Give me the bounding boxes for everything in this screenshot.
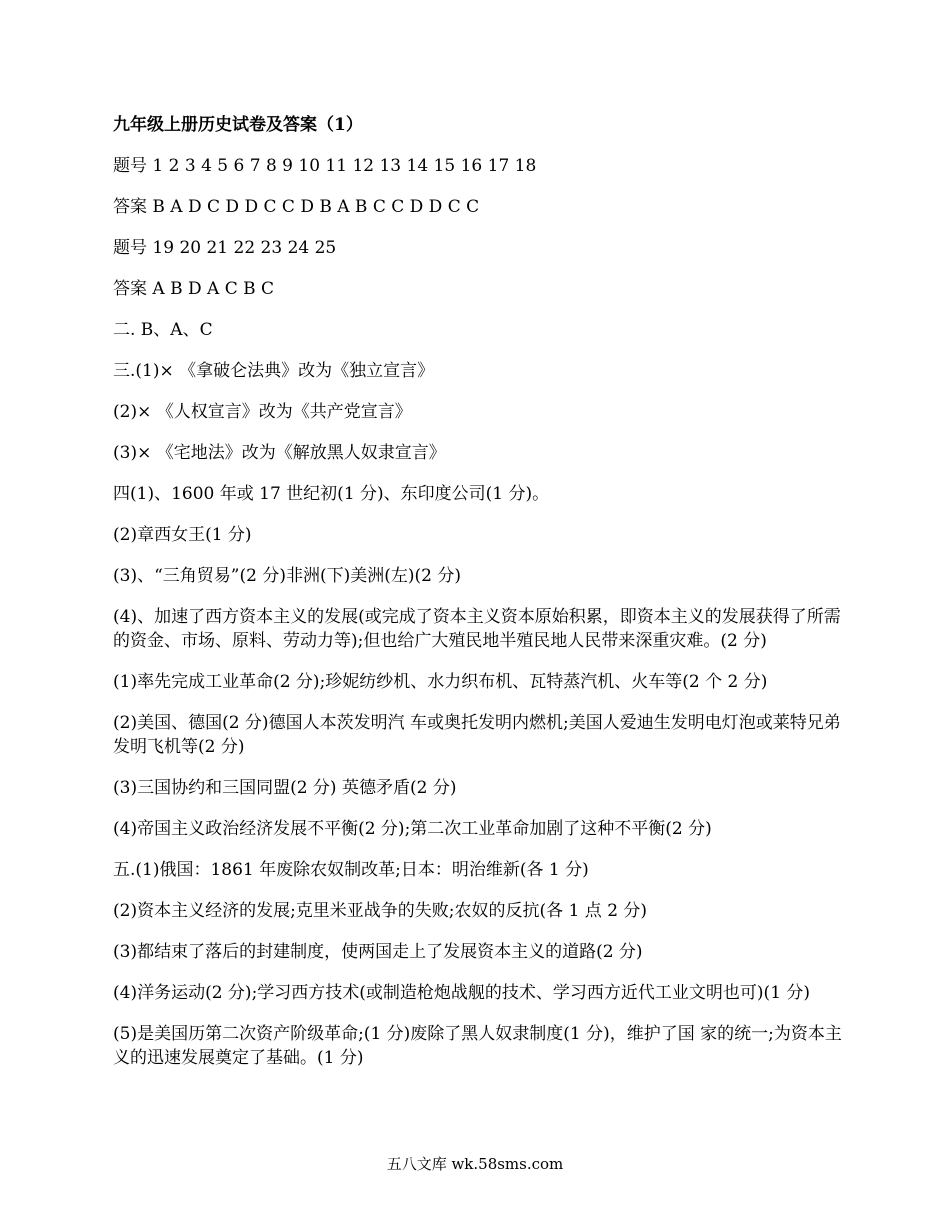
answer-line: 题号 1 2 3 4 5 6 7 8 9 10 11 12 13 14 15 16 17 18 xyxy=(113,156,537,176)
answer-line: (2)章西女王(1 分) xyxy=(113,525,252,545)
answer-line: (2)资本主义经济的发展;克里米亚战争的失败;农奴的反抗(各 1 点 2 分) xyxy=(113,901,648,921)
answer-line: (4)洋务运动(2 分);学习西方技术(或制造枪炮战舰的技术、学习西方近代工业文明也可)(1 分) xyxy=(113,983,811,1003)
answer-line: (3)× 《宅地法》改为《解放黑人奴隶宣言》 xyxy=(113,443,446,463)
answer-line: 三.(1)× 《拿破仑法典》改为《独立宣言》 xyxy=(113,361,435,381)
answer-line: (5)是美国历第二次资产阶级革命;(1 分)废除了黑人奴隶制度(1 分)，维护了国 家的统一;为资本主义的迅速发展奠定了基础。(1 分) xyxy=(113,1024,842,1068)
answer-line: (3)都结束了落后的封建制度，使两国走上了发展资本主义的道路(2 分) xyxy=(113,942,643,962)
answer-line: 二. B、A、C xyxy=(113,320,213,340)
answer-line: 四(1)、1600 年或 17 世纪初(1 分)、东印度公司(1 分)。 xyxy=(113,484,550,504)
answer-line: (1)率先完成工业革命(2 分);珍妮纺纱机、水力织布机、瓦特蒸汽机、火车等(2 个 2 分) xyxy=(113,672,768,692)
document-body xyxy=(113,113,843,1087)
document-title: 九年级上册历史试卷及答案（1） xyxy=(113,115,363,135)
answer-line: (4)、加速了西方资本主义的发展(或完成了资本主义资本原始积累，即资本主义的发展获得了所需的资金、市场、原料、劳动力等);但也给广大殖民地半殖民地人民带来深重灾难。(2 分) xyxy=(113,607,841,651)
answer-line: 五.(1)俄国：1861 年废除农奴制改革;日本：明治维新(各 1 分) xyxy=(113,860,589,880)
answer-line: (3)、“三角贸易”(2 分)非洲(下)美洲(左)(2 分) xyxy=(113,566,461,586)
page-footer: 五八文库 wk.58sms.com xyxy=(386,1155,564,1173)
answer-line: 答案 A B D A C B C xyxy=(113,279,275,299)
answer-line: (4)帝国主义政治经济发展不平衡(2 分);第二次工业革命加剧了这种不平衡(2 分) xyxy=(113,819,712,839)
answer-line: (2)美国、德国(2 分)德国人本茨发明汽 车或奥托发明内燃机;美国人爱迪生发明电灯泡或莱特兄弟发明飞机等(2 分) xyxy=(113,713,841,757)
answer-line: (3)三国协约和三国同盟(2 分) 英德矛盾(2 分) xyxy=(113,778,457,798)
answer-line: 题号 19 20 21 22 23 24 25 xyxy=(113,238,337,258)
answer-line: (2)× 《人权宣言》改为《共产党宣言》 xyxy=(113,402,412,422)
answer-line: 答案 B A D C D D C C D B A B C C D D C C xyxy=(113,197,480,217)
